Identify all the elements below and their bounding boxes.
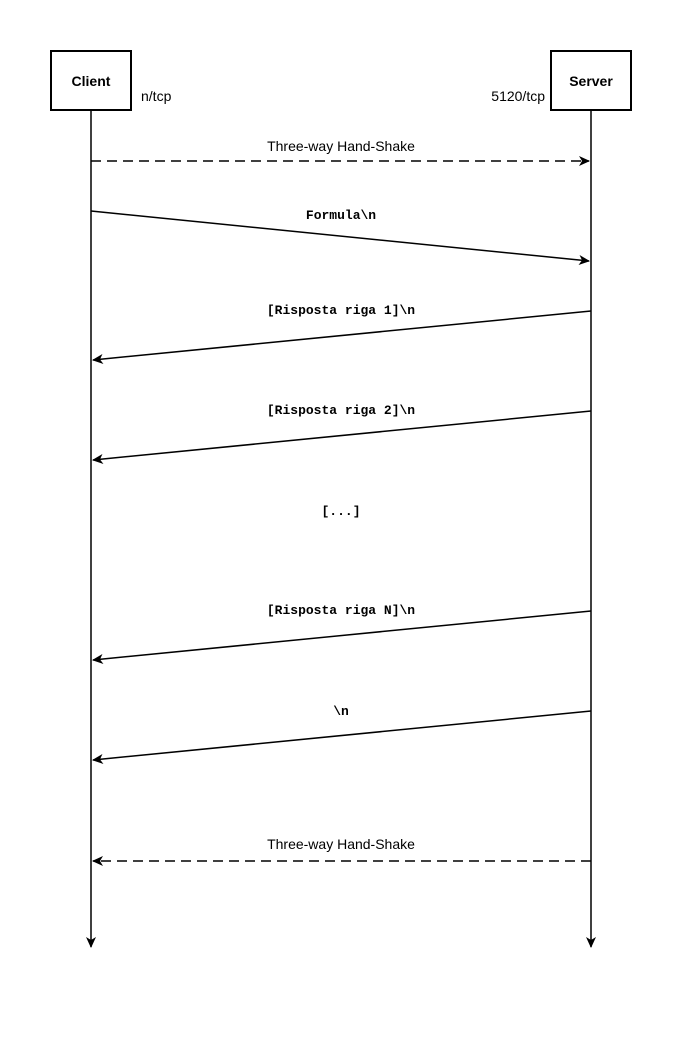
message-risposta-2: [93, 403, 591, 460]
risposta-n-arrow: [93, 611, 591, 660]
server-participant: [491, 51, 631, 110]
message-terminator: [93, 704, 591, 760]
message-risposta-1: [93, 303, 591, 360]
risposta-1-label: [Risposta riga 1]\n: [266, 303, 416, 318]
terminator-label: \n: [333, 704, 349, 719]
handshake-close-label: Three-way Hand-Shake: [267, 836, 415, 852]
risposta-2-arrow: [93, 411, 591, 460]
message-handshake-close: [93, 836, 591, 861]
client-participant: [51, 51, 172, 110]
message-handshake-open: [91, 138, 589, 161]
ellipsis-note: [...]: [321, 504, 361, 519]
handshake-open-label: Three-way Hand-Shake: [267, 138, 415, 154]
message-risposta-n: [93, 603, 591, 660]
risposta-2-label: [Risposta riga 2]\n: [266, 403, 416, 418]
formula-label: Formula\n: [305, 208, 377, 223]
client-port-label: n/tcp: [141, 88, 172, 104]
client-label: Client: [71, 73, 111, 89]
risposta-1-arrow: [93, 311, 591, 360]
risposta-n-label: [Risposta riga N]\n: [266, 603, 416, 618]
server-port-label: 5120/tcp: [491, 88, 545, 104]
message-formula: [91, 208, 589, 261]
server-label: Server: [569, 73, 613, 89]
